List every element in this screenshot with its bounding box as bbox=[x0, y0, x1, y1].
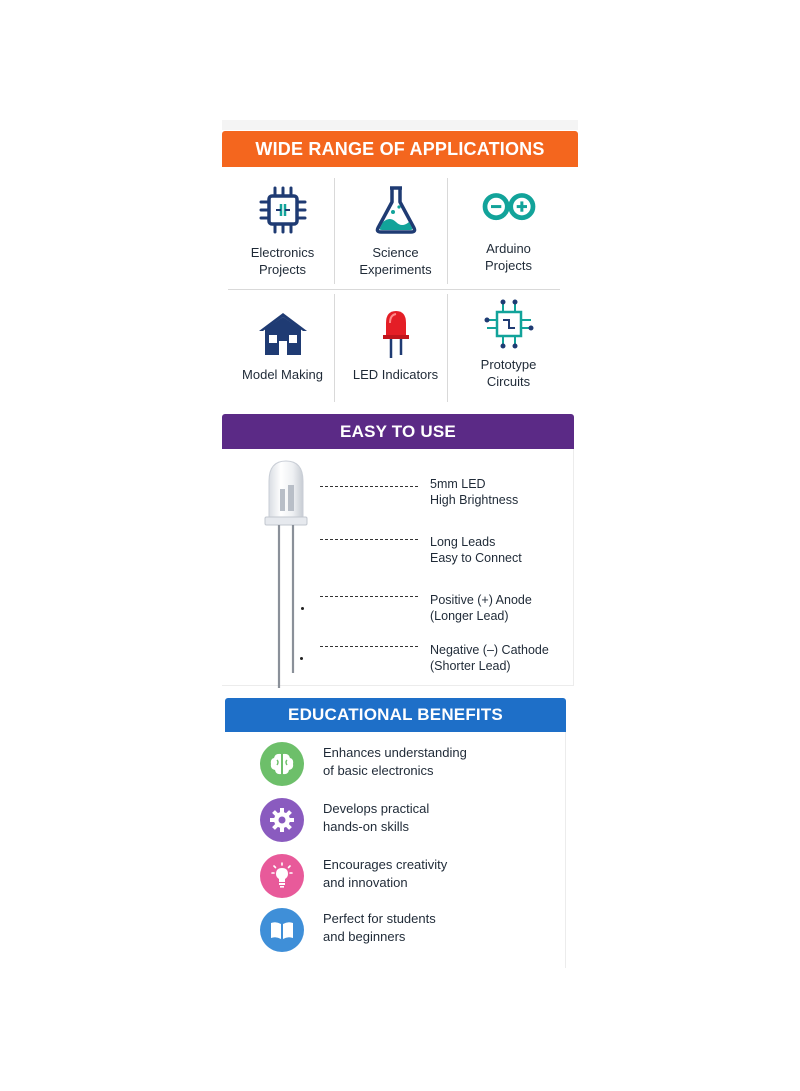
benefit-line1: Enhances understanding bbox=[323, 745, 467, 760]
callout-line1: Positive (+) Anode bbox=[430, 593, 532, 607]
applications-section bbox=[222, 120, 578, 402]
app-label-line2: Projects bbox=[259, 262, 306, 277]
app-label-line2: Projects bbox=[485, 258, 532, 273]
callout-line2: Easy to Connect bbox=[430, 551, 522, 565]
chip-icon bbox=[253, 182, 313, 238]
easy-to-use-section bbox=[222, 414, 574, 686]
app-label-line1: Electronics bbox=[250, 245, 315, 260]
benefits-list bbox=[225, 732, 566, 968]
led-illustration bbox=[260, 459, 316, 691]
app-label-line1: Science bbox=[372, 245, 419, 260]
flask-icon bbox=[366, 182, 426, 238]
circuit-icon bbox=[479, 296, 539, 352]
callout-line2: (Shorter Lead) bbox=[430, 659, 511, 673]
cathode-dot bbox=[300, 657, 303, 660]
benefit-line2: of basic electronics bbox=[323, 763, 434, 778]
benefit-line1: Encourages creativity bbox=[323, 857, 448, 872]
educational-benefits-section bbox=[225, 698, 566, 968]
led-diagram bbox=[222, 449, 574, 686]
brain-icon bbox=[260, 742, 304, 786]
arduino-icon bbox=[479, 182, 539, 238]
easy-header: EASY TO USE bbox=[222, 414, 574, 449]
top-band bbox=[222, 120, 578, 130]
app-led-indicators bbox=[339, 294, 452, 406]
benefit-item bbox=[260, 854, 560, 900]
app-model-making bbox=[226, 294, 339, 406]
callout-line1: Long Leads bbox=[430, 535, 496, 549]
book-icon bbox=[260, 908, 304, 952]
benefit-line1: Perfect for students bbox=[323, 911, 436, 926]
benefit-item bbox=[260, 742, 560, 788]
callout-line1: 5mm LED bbox=[430, 477, 486, 491]
app-arduino-projects bbox=[452, 178, 565, 290]
app-label-line2: Experiments bbox=[359, 262, 432, 277]
applications-grid bbox=[226, 178, 566, 402]
callout-line2: High Brightness bbox=[430, 493, 519, 507]
benefit-line1: Develops practical bbox=[323, 801, 430, 816]
benefit-item bbox=[260, 908, 560, 954]
benefit-item bbox=[260, 798, 560, 844]
benefit-line2: hands-on skills bbox=[323, 819, 409, 834]
benefit-line2: and beginners bbox=[323, 929, 406, 944]
callout-line2: (Longer Lead) bbox=[430, 609, 509, 623]
app-prototype-circuits bbox=[452, 294, 565, 406]
benefits-header: EDUCATIONAL BENEFITS bbox=[225, 698, 566, 732]
callout-line1: Negative (–) Cathode bbox=[430, 643, 549, 657]
app-label-line1: Arduino bbox=[486, 241, 531, 256]
app-electronics-projects bbox=[226, 178, 339, 290]
benefit-line2: and innovation bbox=[323, 875, 408, 890]
app-label-line2: Circuits bbox=[486, 374, 531, 389]
applications-header: WIDE RANGE OF APPLICATIONS bbox=[222, 131, 578, 167]
app-label-line1: Prototype bbox=[480, 357, 537, 372]
anode-dot bbox=[301, 607, 304, 610]
led-icon bbox=[366, 306, 426, 362]
house-icon bbox=[253, 306, 313, 362]
lightbulb-icon bbox=[260, 854, 304, 898]
gear-icon bbox=[260, 798, 304, 842]
app-label-line1: LED Indicators bbox=[352, 367, 439, 382]
app-science-experiments bbox=[339, 178, 452, 290]
app-label-line1: Model Making bbox=[242, 367, 323, 382]
